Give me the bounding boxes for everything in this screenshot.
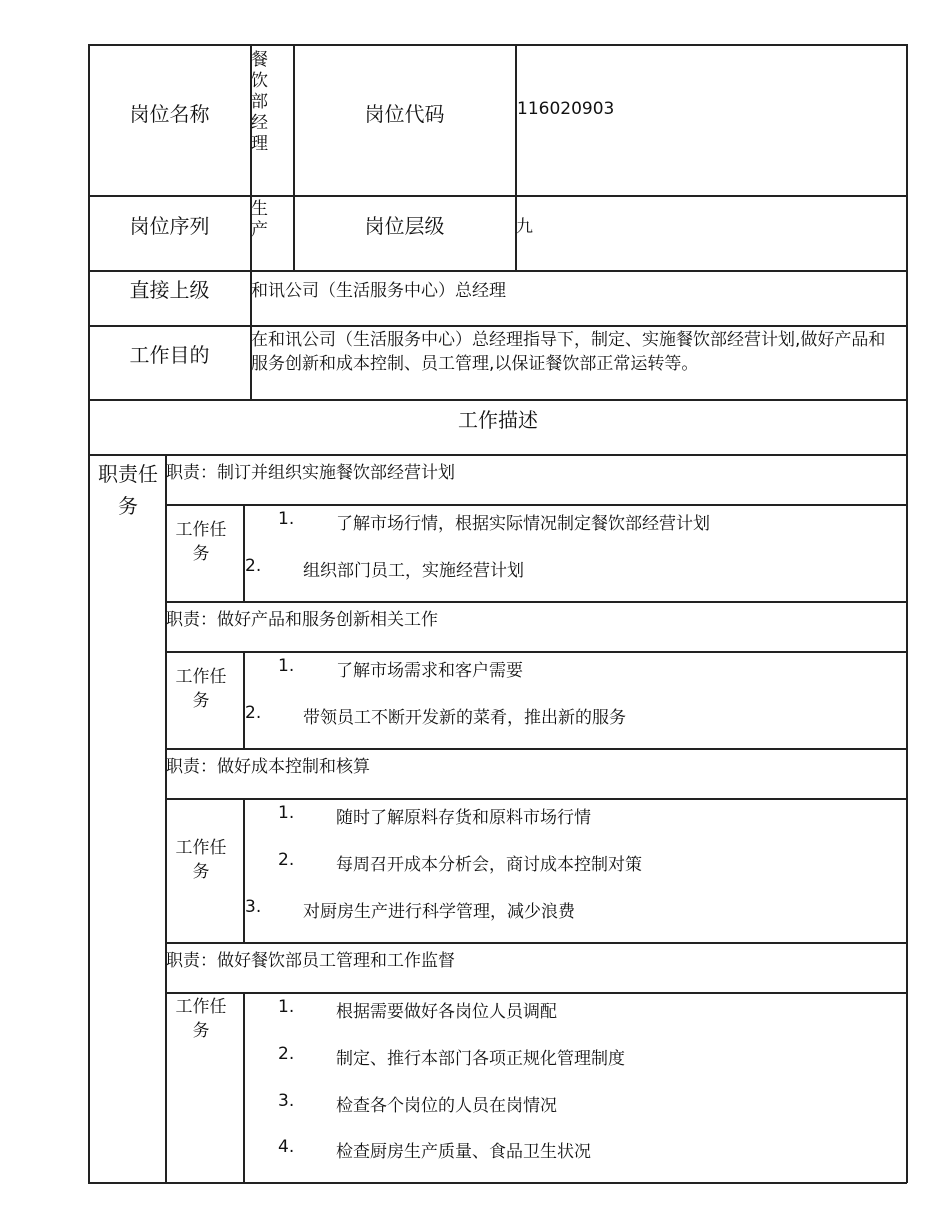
task-number: 4. <box>278 1137 295 1157</box>
col-divider <box>243 992 245 1183</box>
task-number: 2. <box>278 1044 295 1064</box>
table-border-top <box>88 44 907 46</box>
row-divider <box>88 399 907 401</box>
task-number: 1. <box>278 656 295 676</box>
task-text: 每周召开成本分析会，商讨成本控制对策 <box>336 855 642 875</box>
superior-value: 和讯公司（生活服务中心）总经理 <box>251 281 506 301</box>
row-divider <box>165 748 907 750</box>
task-label: 工作任务 <box>175 838 227 882</box>
task-number: 1. <box>278 803 295 823</box>
post-code-value: 116020903 <box>517 99 615 119</box>
duty-title: 职责：制订并组织实施餐饮部经营计划 <box>166 463 455 483</box>
duty-side-label: 职责任务 <box>98 462 158 518</box>
task-text: 制定、推行本部门各项正规化管理制度 <box>336 1049 625 1069</box>
post-level-label: 岗位层级 <box>364 214 445 238</box>
row-divider <box>88 325 907 327</box>
task-text: 根据需要做好各岗位人员调配 <box>336 1002 557 1022</box>
row-divider <box>165 601 907 603</box>
description-title: 工作描述 <box>458 408 538 432</box>
task-text: 随时了解原料存货和原料市场行情 <box>336 808 591 828</box>
task-number: 1. <box>278 997 295 1017</box>
task-text: 检查各个岗位的人员在岗情况 <box>336 1096 557 1116</box>
post-series-value: 生产 <box>251 199 268 240</box>
task-label: 工作任务 <box>175 520 227 564</box>
superior-label: 直接上级 <box>129 278 210 302</box>
row-divider <box>88 454 907 456</box>
row-divider <box>88 195 907 197</box>
task-text: 了解市场行情，根据实际情况制定餐饮部经营计划 <box>336 514 710 534</box>
task-number: 2. <box>245 556 262 576</box>
row-divider <box>165 992 907 994</box>
post-series-label: 岗位序列 <box>129 214 210 238</box>
col-divider <box>243 798 245 943</box>
row-divider <box>165 942 907 944</box>
col-divider <box>243 651 245 749</box>
col-divider <box>165 454 167 1183</box>
post-code-label: 岗位代码 <box>364 102 445 126</box>
duty-title: 职责：做好产品和服务创新相关工作 <box>166 610 438 630</box>
task-number: 3. <box>278 1091 295 1111</box>
row-divider <box>165 651 907 653</box>
purpose-value: 在和讯公司（生活服务中心）总经理指导下，制定、实施餐饮部经营计划,做好产品和服务创新和成本控制、员工管理,以保证餐饮部正常运转等。 <box>251 330 886 374</box>
task-number: 2. <box>245 703 262 723</box>
row-divider <box>165 504 907 506</box>
task-number: 2. <box>278 850 295 870</box>
task-text: 对厨房生产进行科学管理，减少浪费 <box>303 902 575 922</box>
task-label: 工作任务 <box>175 997 227 1041</box>
task-number: 3. <box>245 897 262 917</box>
row-divider <box>165 798 907 800</box>
task-number: 1. <box>278 509 295 529</box>
post-name-label: 岗位名称 <box>129 102 210 126</box>
task-label: 工作任务 <box>175 667 227 711</box>
task-text: 了解市场需求和客户需要 <box>336 661 523 681</box>
post-level-value: 九 <box>516 217 533 237</box>
post-name-value: 餐饮部经理 <box>251 50 268 154</box>
table-border-right <box>906 44 908 1183</box>
duty-title: 职责：做好餐饮部员工管理和工作监督 <box>166 951 455 971</box>
duty-title: 职责：做好成本控制和核算 <box>166 757 370 777</box>
purpose-label: 工作目的 <box>129 343 210 367</box>
table-border-bottom <box>88 1182 907 1184</box>
task-text: 带领员工不断开发新的菜肴，推出新的服务 <box>303 708 626 728</box>
row-divider <box>88 270 907 272</box>
task-text: 组织部门员工，实施经营计划 <box>303 561 524 581</box>
task-text: 检查厨房生产质量、食品卫生状况 <box>336 1142 591 1162</box>
col-divider <box>243 504 245 602</box>
